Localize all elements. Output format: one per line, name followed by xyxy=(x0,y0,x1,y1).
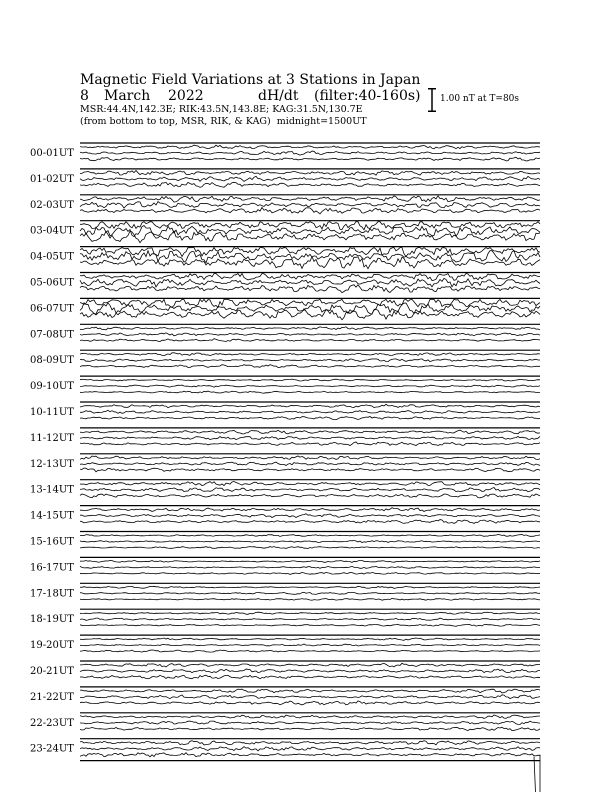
trace-KAG-13-14UT xyxy=(80,482,540,486)
row-label-22-23UT: 22-23UT xyxy=(30,717,74,729)
row-label-01-02UT: 01-02UT xyxy=(30,173,74,185)
station-coordinates: MSR:44.4N,142.3E; RIK:43.5N,143.8E; KAG:31.5N,130.7E xyxy=(80,104,363,115)
filter-label: (filter:40-160s) xyxy=(314,88,421,104)
trace-RIK-06-07UT xyxy=(80,303,540,314)
row-label-05-06UT: 05-06UT xyxy=(30,277,74,289)
trace-RIK-09-10UT xyxy=(80,385,540,387)
trace-KAG-15-16UT xyxy=(80,534,540,536)
row-label-15-16UT: 15-16UT xyxy=(30,536,74,548)
trace-MSR-09-10UT xyxy=(80,391,540,393)
trace-MSR-00-01UT xyxy=(80,157,540,161)
trace-MSR-23-24UT xyxy=(80,753,540,757)
chart-title: Magnetic Field Variations at 3 Stations in Japan xyxy=(80,72,421,88)
trace-KAG-22-23UT xyxy=(80,715,540,718)
trace-RIK-05-06UT xyxy=(80,278,540,287)
trace-RIK-11-12UT xyxy=(80,436,540,439)
trace-KAG-19-20UT xyxy=(80,638,540,640)
trace-KAG-18-19UT xyxy=(80,612,540,614)
trace-RIK-10-11UT xyxy=(80,410,540,413)
row-label-02-03UT: 02-03UT xyxy=(30,199,74,211)
station-order-note: (from bottom to top, MSR, RIK, & KAG) xyxy=(80,116,271,127)
trace-KAG-04-05UT xyxy=(80,248,540,257)
trace-MSR-22-23UT xyxy=(80,727,540,730)
trace-MSR-19-20UT xyxy=(80,650,540,652)
trace-KAG-21-22UT xyxy=(80,689,540,693)
trace-RIK-20-21UT xyxy=(80,669,540,673)
row-label-08-09UT: 08-09UT xyxy=(30,355,74,367)
trace-RIK-22-23UT xyxy=(80,721,540,724)
trace-RIK-02-03UT xyxy=(80,202,540,209)
row-label-06-07UT: 06-07UT xyxy=(30,303,74,315)
trace-RIK-17-18UT xyxy=(80,592,540,594)
row-label-13-14UT: 13-14UT xyxy=(30,484,74,496)
trace-KAG-00-01UT xyxy=(80,145,540,149)
row-label-20-21UT: 20-21UT xyxy=(30,666,74,677)
trace-RIK-12-13UT xyxy=(80,462,540,465)
trace-KAG-14-15UT xyxy=(80,508,540,512)
trace-MSR-11-12UT xyxy=(80,442,540,446)
row-label-14-15UT: 14-15UT xyxy=(30,510,74,522)
row-label-11-12UT: 11-12UT xyxy=(30,432,74,444)
trace-MSR-02-03UT xyxy=(80,208,540,214)
trace-KAG-16-17UT xyxy=(80,560,540,562)
row-label-17-18UT: 17-18UT xyxy=(30,588,74,600)
trace-KAG-01-02UT xyxy=(80,171,540,176)
trace-KAG-10-11UT xyxy=(80,404,540,407)
trace-MSR-04-05UT xyxy=(80,257,540,269)
trace-MSR-13-14UT xyxy=(80,494,540,498)
row-label-23-24UT: 23-24UT xyxy=(30,743,74,755)
trace-RIK-15-16UT xyxy=(80,541,540,543)
trace-KAG-12-13UT xyxy=(80,456,540,460)
scale-label: 1.00 nT at T=80s xyxy=(440,94,520,104)
trace-MSR-05-06UT xyxy=(80,285,540,293)
trace-MSR-07-08UT xyxy=(80,339,540,342)
trace-RIK-21-22UT xyxy=(80,695,540,699)
trace-MSR-10-11UT xyxy=(80,417,540,420)
trace-KAG-17-18UT xyxy=(80,586,540,588)
trace-MSR-12-13UT xyxy=(80,468,540,472)
trace-RIK-07-08UT xyxy=(80,333,540,336)
quantity-label: dH/dt xyxy=(258,88,299,104)
trace-MSR-15-16UT xyxy=(80,547,540,549)
midnight-note: midnight=1500UT xyxy=(276,116,367,127)
date-day: 8 xyxy=(80,88,89,104)
row-label-16-17UT: 16-17UT xyxy=(30,562,74,574)
trace-KAG-23-24UT xyxy=(80,741,540,745)
trace-MSR-03-04UT xyxy=(80,231,540,243)
trace-MSR-16-17UT xyxy=(80,572,540,574)
trace-RIK-18-19UT xyxy=(80,618,540,620)
trace-KAG-11-12UT xyxy=(80,430,540,434)
trace-MSR-21-22UT xyxy=(80,701,540,705)
row-label-18-19UT: 18-19UT xyxy=(30,614,74,626)
row-label-03-04UT: 03-04UT xyxy=(30,225,74,237)
row-label-04-05UT: 04-05UT xyxy=(30,251,74,263)
row-label-09-10UT: 09-10UT xyxy=(30,381,74,393)
date-month: March xyxy=(104,88,151,104)
row-label-07-08UT: 07-08UT xyxy=(30,329,74,341)
trace-MSR-20-21UT xyxy=(80,675,540,679)
row-label-12-13UT: 12-13UT xyxy=(30,458,74,470)
trace-MSR-18-19UT xyxy=(80,624,540,626)
date-year: 2022 xyxy=(168,88,204,104)
row-label-00-01UT: 00-01UT xyxy=(30,148,74,159)
trace-RIK-16-17UT xyxy=(80,566,540,568)
trace-KAG-09-10UT xyxy=(80,379,540,381)
row-label-19-20UT: 19-20UT xyxy=(30,640,74,652)
trace-MSR-01-02UT xyxy=(80,182,540,187)
row-label-21-22UT: 21-22UT xyxy=(30,691,74,703)
trace-KAG-02-03UT xyxy=(80,196,540,202)
row-label-10-11UT: 10-11UT xyxy=(30,407,74,418)
trace-MSR-14-15UT xyxy=(80,520,540,524)
trace-KAG-07-08UT xyxy=(80,327,540,330)
trace-MSR-08-09UT xyxy=(80,365,540,368)
trace-KAG-03-04UT xyxy=(80,222,540,230)
trace-MSR-17-18UT xyxy=(80,598,540,600)
trace-RIK-23-24UT xyxy=(80,747,540,751)
trace-RIK-08-09UT xyxy=(80,359,540,362)
trace-MSR-06-07UT xyxy=(80,309,540,320)
trace-RIK-01-02UT xyxy=(80,176,540,181)
trace-RIK-00-01UT xyxy=(80,151,540,155)
trace-RIK-13-14UT xyxy=(80,488,540,492)
trace-RIK-19-20UT xyxy=(80,644,540,646)
trace-KAG-08-09UT xyxy=(80,353,540,356)
trace-RIK-14-15UT xyxy=(80,514,540,518)
trace-KAG-05-06UT xyxy=(80,274,540,281)
trace-KAG-20-21UT xyxy=(80,663,540,667)
